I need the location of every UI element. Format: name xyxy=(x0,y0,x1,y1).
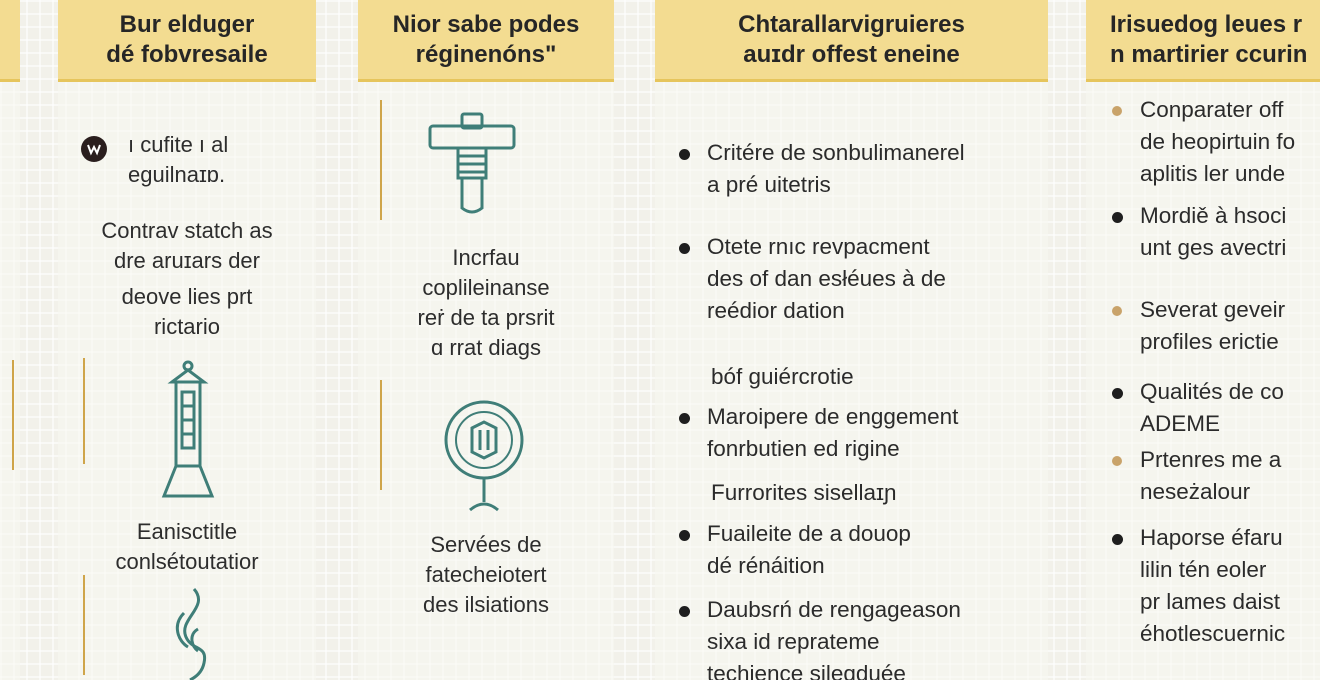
list-item-line: Mordiě à hsoci xyxy=(1140,203,1287,228)
column-2-block-2-line-3: des ilsiations xyxy=(423,592,549,617)
list-item-line: reédior dation xyxy=(707,298,845,323)
column-2-block-2-line-2: fatecheiotert xyxy=(425,562,547,587)
list-item-line: Otete rnıc revpacment xyxy=(707,234,930,259)
column-2-header-line-2: réginenóns" xyxy=(415,40,557,68)
column-4-header-line-2: n martirier ccurin xyxy=(1110,40,1308,68)
column-1 xyxy=(58,0,316,680)
list-item-line: fonrbutien ed rigine xyxy=(707,436,900,461)
flame-icon xyxy=(158,585,218,680)
column-2-block-1-line-4: ɑ rrat diags xyxy=(430,335,542,360)
left-edge-column xyxy=(0,0,20,680)
list-item-line: Haporse éfaru xyxy=(1140,525,1283,550)
list-item-line: a pré uitetris xyxy=(707,172,831,197)
list-item-line: sixa id reprateme xyxy=(707,629,880,654)
column-2-block-1-line-1: Incrfau xyxy=(452,245,520,270)
divider-line xyxy=(12,360,14,470)
column-1-block-3-line-1: Eanisctitle xyxy=(136,519,238,544)
column-3-header xyxy=(655,0,1048,82)
bullet-icon xyxy=(679,606,690,617)
bullet-icon xyxy=(679,243,690,254)
list-item xyxy=(1104,444,1295,508)
list-item-line: unt ges avectri xyxy=(1140,235,1287,260)
bullet-icon xyxy=(1112,306,1122,316)
column-2-block-2-line-1: Servées de xyxy=(430,532,542,557)
column-3-list-c xyxy=(671,518,961,680)
column-2-block-1-line-2: coplileinanse xyxy=(422,275,550,300)
bullet-icon xyxy=(1112,212,1123,223)
list-item-line: dé rénáition xyxy=(707,553,825,578)
list-item-line: Fuaileite de a douop xyxy=(707,521,911,546)
bullet-icon xyxy=(1112,534,1123,545)
column-3-list-a xyxy=(671,137,965,327)
column-2-block-1-line-3: reṙ de ta prsrit xyxy=(417,305,555,330)
column-1-block-2-line-2: dre aruɪars der xyxy=(113,248,260,273)
column-3-subheading: bóf guiércrotie xyxy=(711,364,854,389)
column-1-header-line-1: Bur elduger xyxy=(119,10,255,38)
list-item-line: profiles erictie xyxy=(1140,329,1279,354)
divider-line xyxy=(83,358,85,464)
column-2-header-line-1: Nior sabe podes xyxy=(392,10,580,38)
column-3-header-line-1: Chtarallarvigruieres xyxy=(738,10,965,38)
column-2 xyxy=(358,0,614,680)
left-edge-header xyxy=(0,0,20,82)
list-item-line: pr lames daist xyxy=(1140,589,1281,614)
column-1-block-2 xyxy=(58,216,316,342)
badge-caption-line-2: eguilnaɪɒ. xyxy=(128,162,226,187)
column-4 xyxy=(1086,0,1320,680)
bullet-icon xyxy=(1112,106,1122,116)
list-item-line: lilin tén eoler xyxy=(1140,557,1267,582)
column-3-list-b xyxy=(671,401,958,465)
list-item-line: Qualités de co xyxy=(1140,379,1284,404)
list-item-line: ADEME xyxy=(1140,411,1221,436)
bullet-icon xyxy=(679,530,690,541)
badge-caption xyxy=(128,130,228,190)
list-item-line: Daubsɾń de rengageason xyxy=(707,597,961,622)
column-1-block-2-line-3: deove lies prt xyxy=(121,284,253,309)
list-item-line: Prtenres me a xyxy=(1140,447,1282,472)
bullet-icon xyxy=(1112,456,1122,466)
valve-icon xyxy=(426,112,518,217)
list-item-line: des of dan esłéues à de xyxy=(707,266,946,291)
column-1-block-3 xyxy=(58,517,316,577)
list-item-line: Severat geveir xyxy=(1140,297,1286,322)
list-item-line: Critére de sonbulimanerel xyxy=(707,140,965,165)
list-item xyxy=(1104,294,1295,358)
column-1-block-2-line-1: Contrav statch as xyxy=(101,218,273,243)
list-item xyxy=(671,137,965,201)
bullet-icon xyxy=(1112,388,1123,399)
column-4-list xyxy=(1104,94,1295,650)
medal-icon xyxy=(440,400,528,515)
badge-caption-line-1: ı cufite ı al xyxy=(128,132,229,157)
list-item xyxy=(671,518,961,582)
list-item-line: Conparater off xyxy=(1140,97,1284,122)
list-item xyxy=(1104,376,1295,440)
list-item-line: de heopirtuin fo xyxy=(1140,129,1296,154)
divider-line xyxy=(83,575,85,675)
column-3-subtext: Furrorites sisellaɪɲ xyxy=(711,480,897,505)
column-2-header xyxy=(358,0,614,82)
column-1-block-3-line-2: conlsétoutatior xyxy=(115,549,259,574)
divider-line xyxy=(380,100,382,220)
lamp-post-icon xyxy=(158,360,218,502)
list-item-line: Maroipere de enggement xyxy=(707,404,959,429)
column-1-header xyxy=(58,0,316,82)
bullet-icon xyxy=(679,149,690,160)
list-item-line: neseżalour xyxy=(1140,479,1251,504)
list-item xyxy=(1104,200,1295,264)
list-item xyxy=(671,231,965,327)
column-2-block-1 xyxy=(358,243,614,363)
list-item xyxy=(671,594,961,680)
column-4-header-line-1: Irisuedog leues r xyxy=(1110,10,1303,38)
list-item-line: techience sileɑduée xyxy=(707,661,906,680)
list-item-line: éhotlescuernic xyxy=(1140,621,1286,646)
list-item xyxy=(1104,522,1295,650)
badge-icon xyxy=(80,135,108,163)
column-4-header xyxy=(1086,0,1320,82)
column-1-block-2-line-4: rictario xyxy=(153,314,220,339)
column-2-block-2 xyxy=(358,530,614,620)
bullet-icon xyxy=(679,413,690,424)
divider-line xyxy=(380,380,382,490)
column-3-header-line-2: auɪdr offest eneine xyxy=(743,40,960,68)
column-3 xyxy=(655,0,1048,680)
column-1-header-line-2: dé fobvresaile xyxy=(106,40,268,68)
list-item xyxy=(671,401,958,465)
list-item xyxy=(1104,94,1295,190)
list-item-line: aplitis ler unde xyxy=(1140,161,1286,186)
